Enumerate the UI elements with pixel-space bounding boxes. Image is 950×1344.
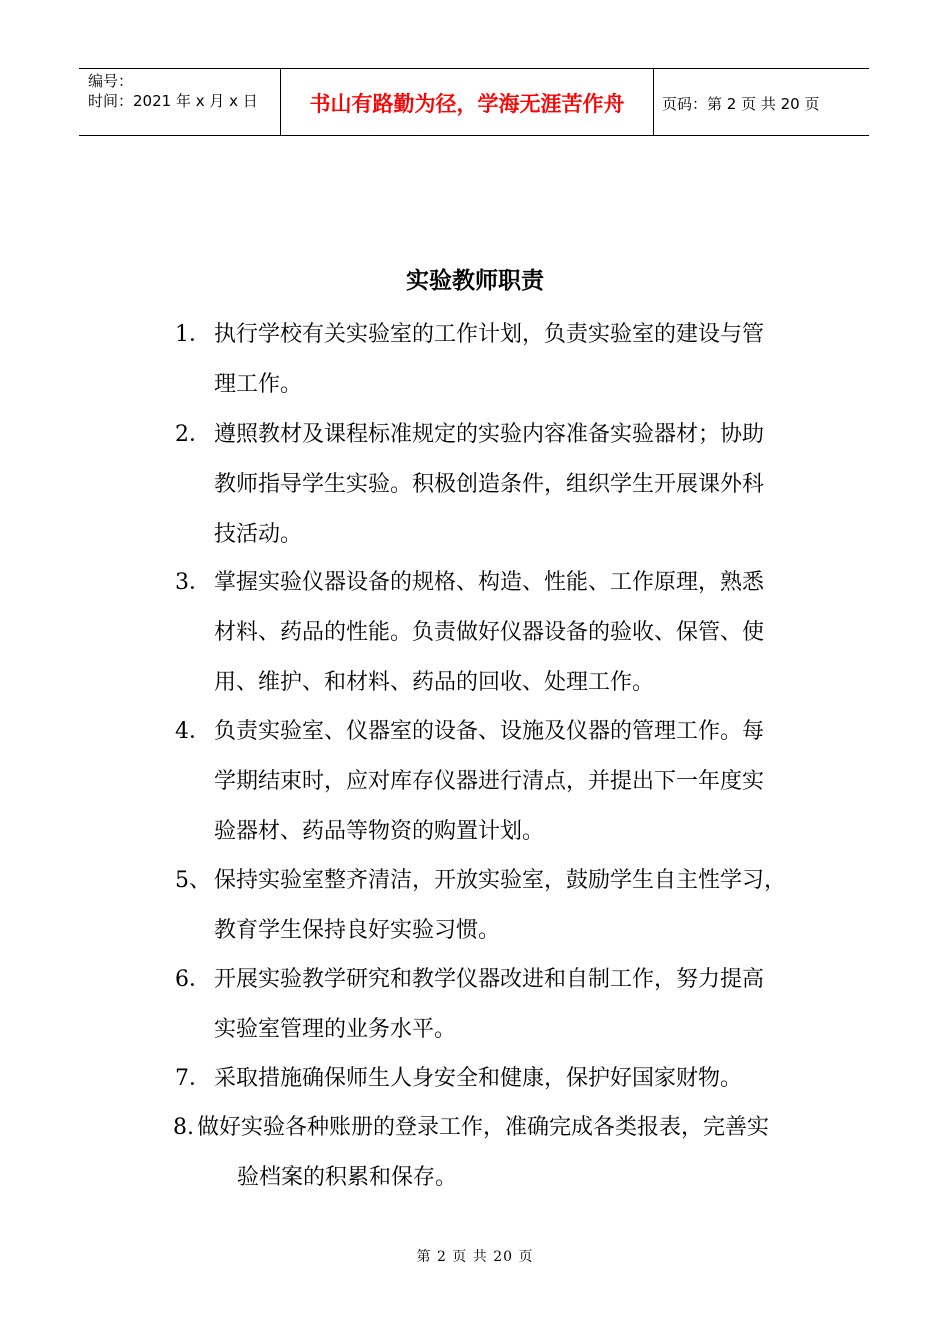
list-item-number: 2． [175, 422, 211, 447]
page-footer: 第 2 页 共 20 页 [416, 1249, 534, 1265]
list-item-number: 8. [173, 1115, 194, 1140]
list-item-text: 执行学校有关实验室的工作计划，负责实验室的建设与管 理工作。 [214, 322, 765, 397]
list-item-number: 7． [175, 1066, 211, 1091]
header-bottom-rule [79, 135, 869, 136]
list-item-number: 4． [175, 719, 211, 744]
header-top-rule [79, 68, 869, 69]
list-item-text: 负责实验室、仪器室的设备、设施及仪器的管理工作。每 学期结束时，应对库存仪器进行清点，并提出下一年度实 验器材、药品等物资的购置计划。 [214, 719, 765, 844]
list-item-text: 保持实验室整齐清洁，开放实验室，鼓励学生自主性学习， 教育学生保持良好实验习惯。 [214, 868, 787, 943]
list-item-line: 验档案的积累和保存。 [237, 1165, 458, 1190]
header-motto: 书山有路勤为径，学海无涯苦作舟 [309, 92, 625, 116]
list-item-text: 遵照教材及课程标准规定的实验内容准备实验器材；协助 教师指导学生实验。积极创造条件，组织学生开展课外科 技活动。 [214, 422, 765, 547]
list-item-text: 采取措施确保师生人身安全和健康，保护好国家财物。 [214, 1066, 743, 1091]
list-item-text [197, 1103, 837, 1203]
list-item-number: 6． [175, 967, 211, 992]
header-number-label: 编号： [88, 72, 134, 90]
header-divider-right [653, 68, 654, 136]
list-item-number: 1． [175, 322, 211, 347]
document-title: 实验教师职责 [406, 268, 544, 294]
header-meta [88, 71, 258, 111]
list-item-number: 5、 [175, 868, 211, 893]
list-item-text: 开展实验教学研究和教学仪器改进和自制工作，努力提高 实验室管理的业务水平。 [214, 967, 765, 1042]
list-item-line: 做好实验各种账册的登录工作，准确完成各类报表，完善实 [197, 1115, 770, 1140]
header-time-label: 时间：2021 年 x 月 x 日 [88, 92, 258, 110]
header-page-info: 页码：第 2 页 共 20 页 [662, 95, 820, 113]
list-item-text: 掌握实验仪器设备的规格、构造、性能、工作原理，熟悉 材料、药品的性能。负责做好仪器设备的验收、保管、使 用、维护、和材料、药品的回收、处理工作。 [214, 570, 765, 695]
list-item-number: 3． [175, 570, 211, 595]
